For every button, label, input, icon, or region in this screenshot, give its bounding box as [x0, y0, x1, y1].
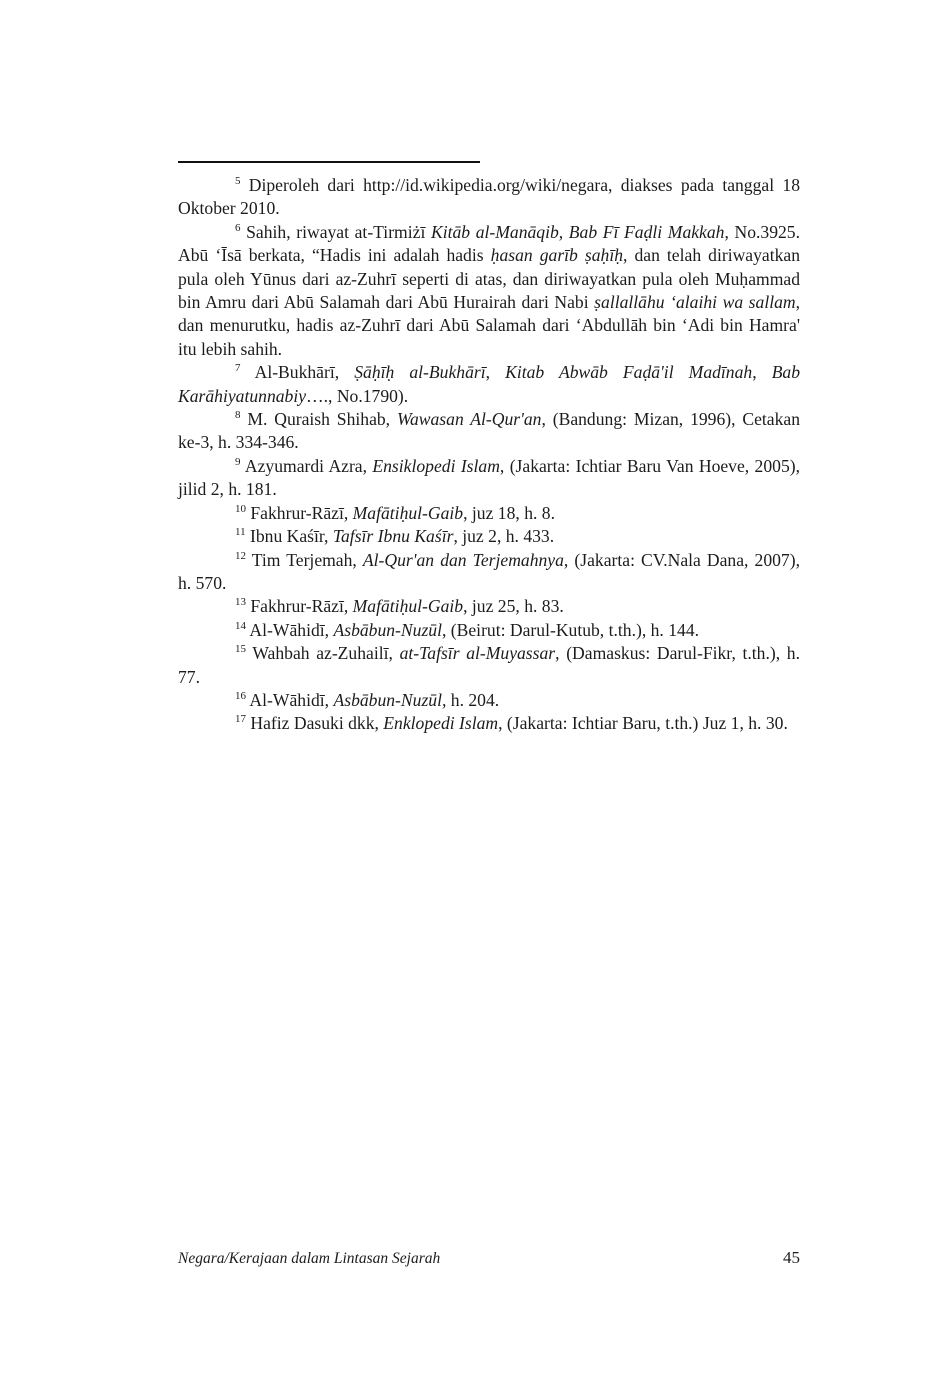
footnote: [178, 361, 800, 408]
footnote-italic-text: at-Tafsīr al-Muyassar: [399, 643, 556, 664]
footer-running-title: Negara/Kerajaan dalam Lintasan Sejarah: [178, 1250, 441, 1267]
footnote-text: Azyumardi Azra,: [240, 455, 373, 476]
footnotes-section: [178, 174, 800, 736]
footnote-italic-text: Kitab Abwāb Faḍā'il Madīnah: [505, 362, 753, 383]
footnote: [178, 595, 800, 618]
footnote: [178, 221, 800, 361]
footnote-text: Sahih, riwayat at-Tirmiżī: [240, 221, 431, 242]
footnote-italic-text: ṣallallāhu ‘alaihi wa sallam: [594, 292, 796, 313]
footnote-number: 17: [235, 713, 246, 726]
footnote: [178, 712, 800, 735]
footnote-italic-text: Asbābun-Nuzūl: [333, 619, 442, 640]
footnote-text: Ibnu Kaśīr,: [245, 526, 333, 547]
footnote-text: , (Jakarta: Ichtiar Baru Van Hoeve, 2005), jilid 2, h. 181.: [178, 455, 800, 500]
footnote-text: , (Beirut: Darul-Kutub, t.th.), h. 144.: [441, 619, 700, 640]
footnote-text: , (Jakarta: Ichtiar Baru, t.th.) Juz 1, h. 30.: [498, 713, 788, 734]
footnote-text: Diperoleh dari http://id.wikipedia.org/wiki/negara, diakses pada tanggal 18 Oktober 2010.: [178, 175, 800, 219]
footnote-italic-text: Mafātiḥul-Gaib: [352, 596, 464, 617]
footnote-text: Fakhrur-Rāzī,: [246, 596, 353, 617]
footnote-text: Al-Wāhidī,: [246, 689, 334, 710]
footnote-text: …., No.1790).: [306, 385, 409, 406]
footnote-italic-text: Tafsīr Ibnu Kaśīr: [332, 526, 454, 547]
footnote: [178, 619, 800, 642]
footnote: [178, 408, 800, 455]
footnote-number: 14: [235, 619, 246, 632]
footnote: [178, 549, 800, 596]
footnote-text: , (Bandung: Mizan, 1996), Cetakan ke-3, h. 334-346.: [178, 409, 801, 453]
footnote-text: Al-Bukhārī,: [240, 362, 355, 383]
footnote-text: , juz 18, h. 8.: [463, 502, 555, 523]
footnote: [178, 455, 800, 502]
footnote-number: 13: [235, 596, 246, 609]
footnote-text: , No.3925. Abū ‘Īsā berkata, “Hadis ini adalah hadis: [178, 221, 800, 266]
footnote-text: , dan telah diriwayatkan pula oleh Yūnus dari az-Zuhrī seperti di atas, dan diriwayatkan pula oleh Muḥammad bin Amru dari Abū Salamah dari Abū Hurairah dari Nabi: [178, 245, 801, 313]
footnote-number: 11: [235, 526, 246, 539]
footnote-text: Tim Terjemah,: [246, 549, 363, 570]
footnote-text: M. Quraish Shihab,: [240, 409, 397, 430]
footnote-italic-text: Bab Karāhiyatunnabiy: [178, 362, 801, 406]
footnote: [178, 525, 800, 548]
footnote: [178, 642, 800, 689]
footnote-text: Al-Wāhidī,: [246, 619, 334, 640]
footnote-italic-text: Mafātiḥul-Gaib: [352, 502, 464, 523]
footnote: [178, 502, 800, 525]
footnote-number: 9: [235, 456, 241, 469]
footnote-italic-text: Al-Qur'an dan Terjemahnya: [362, 549, 564, 570]
footnote-text: , (Jakarta: CV.Nala Dana, 2007), h. 570.: [178, 549, 800, 593]
footnote-text: Hafiz Dasuki dkk,: [246, 713, 384, 734]
footnote-italic-text: Asbābun-Nuzūl,: [333, 689, 447, 710]
footnote-separator-rule: [178, 161, 480, 163]
footnote-text: , juz 25, h. 83.: [463, 596, 564, 617]
footnote-number: 15: [235, 643, 246, 656]
footnote-text: Wahbah az-Zuhailī,: [246, 643, 400, 664]
footnote-text: ,: [485, 362, 506, 383]
footnote-italic-text: ḥasan garīb ṣaḥīḥ: [490, 245, 624, 266]
footnote-number: 16: [235, 690, 246, 703]
footnote-text: h. 204.: [446, 689, 500, 710]
footnote-text: ,: [752, 362, 772, 383]
footnote-text: Fakhrur-Rāzī,: [246, 502, 353, 523]
page-number: 45: [783, 1248, 800, 1267]
footnote-italic-text: Ensiklopedi Islam: [372, 455, 500, 476]
footnote-italic-text: Ṣāḥīḥ al-Bukhārī: [354, 362, 486, 383]
footnote-italic-text: Wawasan Al-Qur'an: [396, 409, 542, 430]
footnote-text: , dan menurutku, hadis az-Zuhrī dari Abū Salamah dari ‘Abdullāh bin ‘Adi bin Hamra' itu lebih sahih.: [178, 292, 801, 359]
footnote-number: 12: [235, 549, 246, 562]
footnote-number: 7: [235, 362, 241, 375]
footnote: [178, 689, 800, 712]
footnote-italic-text: Kitāb al-Manāqib, Bab Fī Faḍli Makkah: [430, 221, 725, 242]
footnote-italic-text: Enklopedi Islam: [383, 713, 499, 734]
footnote-number: 5: [235, 175, 241, 188]
footnote-number: 6: [235, 221, 241, 234]
footnote-text: , (Damaskus: Darul-Fikr, t.th.), h. 77.: [178, 643, 800, 687]
page-footer: [178, 1248, 800, 1268]
footnote-text: , juz 2, h. 433.: [453, 526, 555, 547]
footnote-number: 10: [235, 502, 246, 515]
footnote-number: 8: [235, 409, 241, 422]
footnote: [178, 174, 800, 221]
